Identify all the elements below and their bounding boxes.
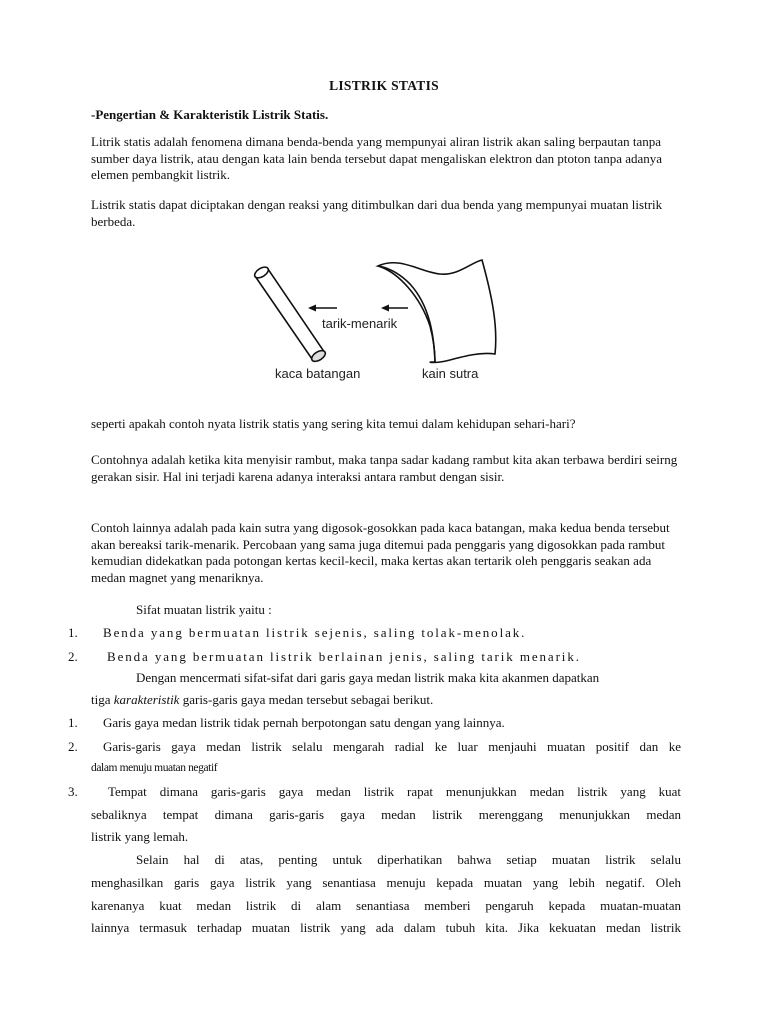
force-label: tarik-menarik (322, 316, 398, 331)
paragraph-creation: Listrik statis dapat diciptakan dengan reaksi yang ditimbulkan dari dua benda yang mempunyai muatan listrik berbeda. (91, 197, 663, 229)
paragraph-silk-example: Contoh lainnya adalah pada kain sutra yang digosok-gosokkan pada kaca batangan, maka kedua benda tersebut akan bereaksi tarik-menarik. Percobaan yang sama juga ditemui pada penggaris yang digosokkan pada rambut kemudian didekatkan pada potongan kertas kecil-kecil, maka kertas akan tertarik oleh penggaris seakan ada medan magnet yang menariknya. (91, 520, 670, 585)
text-run: tiga (91, 692, 114, 707)
paragraph-comb-example: Contohnya adalah ketika kita menyisir rambut, maka tanpa sadar kadang rambut kita akan terbawa berdiri seirng gerakan sisir. Hal ini terjadi karena adanya interaksi antara rambut dengan sisir. (91, 452, 678, 484)
rod-label: kaca batangan (275, 366, 361, 381)
list-number: 1. (68, 715, 78, 730)
properties-intro: Sifat muatan listrik yaitu : (136, 602, 272, 617)
characteristics-intro-line2 (91, 692, 433, 708)
italic-term: karakteristik (113, 692, 180, 707)
attraction-arrows (308, 305, 408, 312)
static-electricity-figure (240, 256, 530, 390)
closing-paragraph-line1: Selain hal di atas, penting untuk diperhatikan bahwa setiap muatan listrik selalu (136, 852, 681, 867)
property-item-2: Benda yang bermuatan listrik berlainan jenis, saling tarik menarik. (107, 649, 581, 664)
silk-cloth-shape (378, 260, 496, 363)
characteristic-item-2-line2: dalam menuju muatan negatif (91, 762, 218, 774)
text-run: garis-garis gaya medan tersebut sebagai berikut. (179, 692, 434, 707)
characteristic-item-3-line2: sebaliknya tempat dimana garis-garis gaya medan listrik merenggang menunjukkan medan (91, 807, 681, 822)
question-line: seperti apakah contoh nyata listrik statis yang sering kita temui dalam kehidupan sehari-hari? (91, 416, 576, 431)
glass-rod-shape (253, 265, 327, 364)
property-item-1: Benda yang bermuatan listrik sejenis, saling tolak-menolak. (103, 625, 527, 640)
list-number: 3. (68, 784, 78, 799)
characteristic-item-3-line1: Tempat dimana garis-garis gaya medan listrik rapat menunjukkan medan listrik yang kuat (108, 784, 681, 799)
list-number: 1. (68, 625, 78, 640)
characteristics-intro-line1: Dengan mencermati sifat-sifat dari garis gaya medan listrik maka kita akanmen dapatkan (136, 670, 600, 685)
closing-paragraph-line3: karenanya kuat medan listrik di alam senantiasa memberi pengaruh kepada muatan-muatan (91, 898, 681, 913)
closing-paragraph-line4: lainnya termasuk terhadap muatan listrik yang ada dalam tubuh kita. Jika kekuatan medan listrik (91, 920, 681, 935)
page-title: LISTRIK STATIS (329, 78, 439, 93)
characteristic-item-2-line1: Garis-garis gaya medan listrik selalu mengarah radial ke luar menjauhi muatan positif dan ke (103, 739, 681, 754)
list-number: 2. (68, 649, 78, 664)
characteristic-item-3-line3: listrik yang lemah. (91, 829, 189, 844)
cloth-label: kain sutra (422, 366, 479, 381)
section-heading: -Pengertian & Karakteristik Listrik Statis. (91, 107, 329, 122)
paragraph-definition: Litrik statis adalah fenomena dimana benda-benda yang mempunyai aliran listrik akan saling berpautan tanpa sumber daya listrik, atau dengan kata lain benda tersebut dapat mengaliskan elektron dan ptoton tanpa adanya elemen pembangkit listrik. (91, 134, 663, 182)
characteristic-item-1: Garis gaya medan listrik tidak pernah berpotongan satu dengan yang lainnya. (103, 715, 505, 730)
closing-paragraph-line2: menghasilkan garis gaya listrik yang senantiasa menuju kepada muatan yang lebih negatif. Oleh (91, 875, 681, 890)
list-number: 2. (68, 739, 78, 754)
